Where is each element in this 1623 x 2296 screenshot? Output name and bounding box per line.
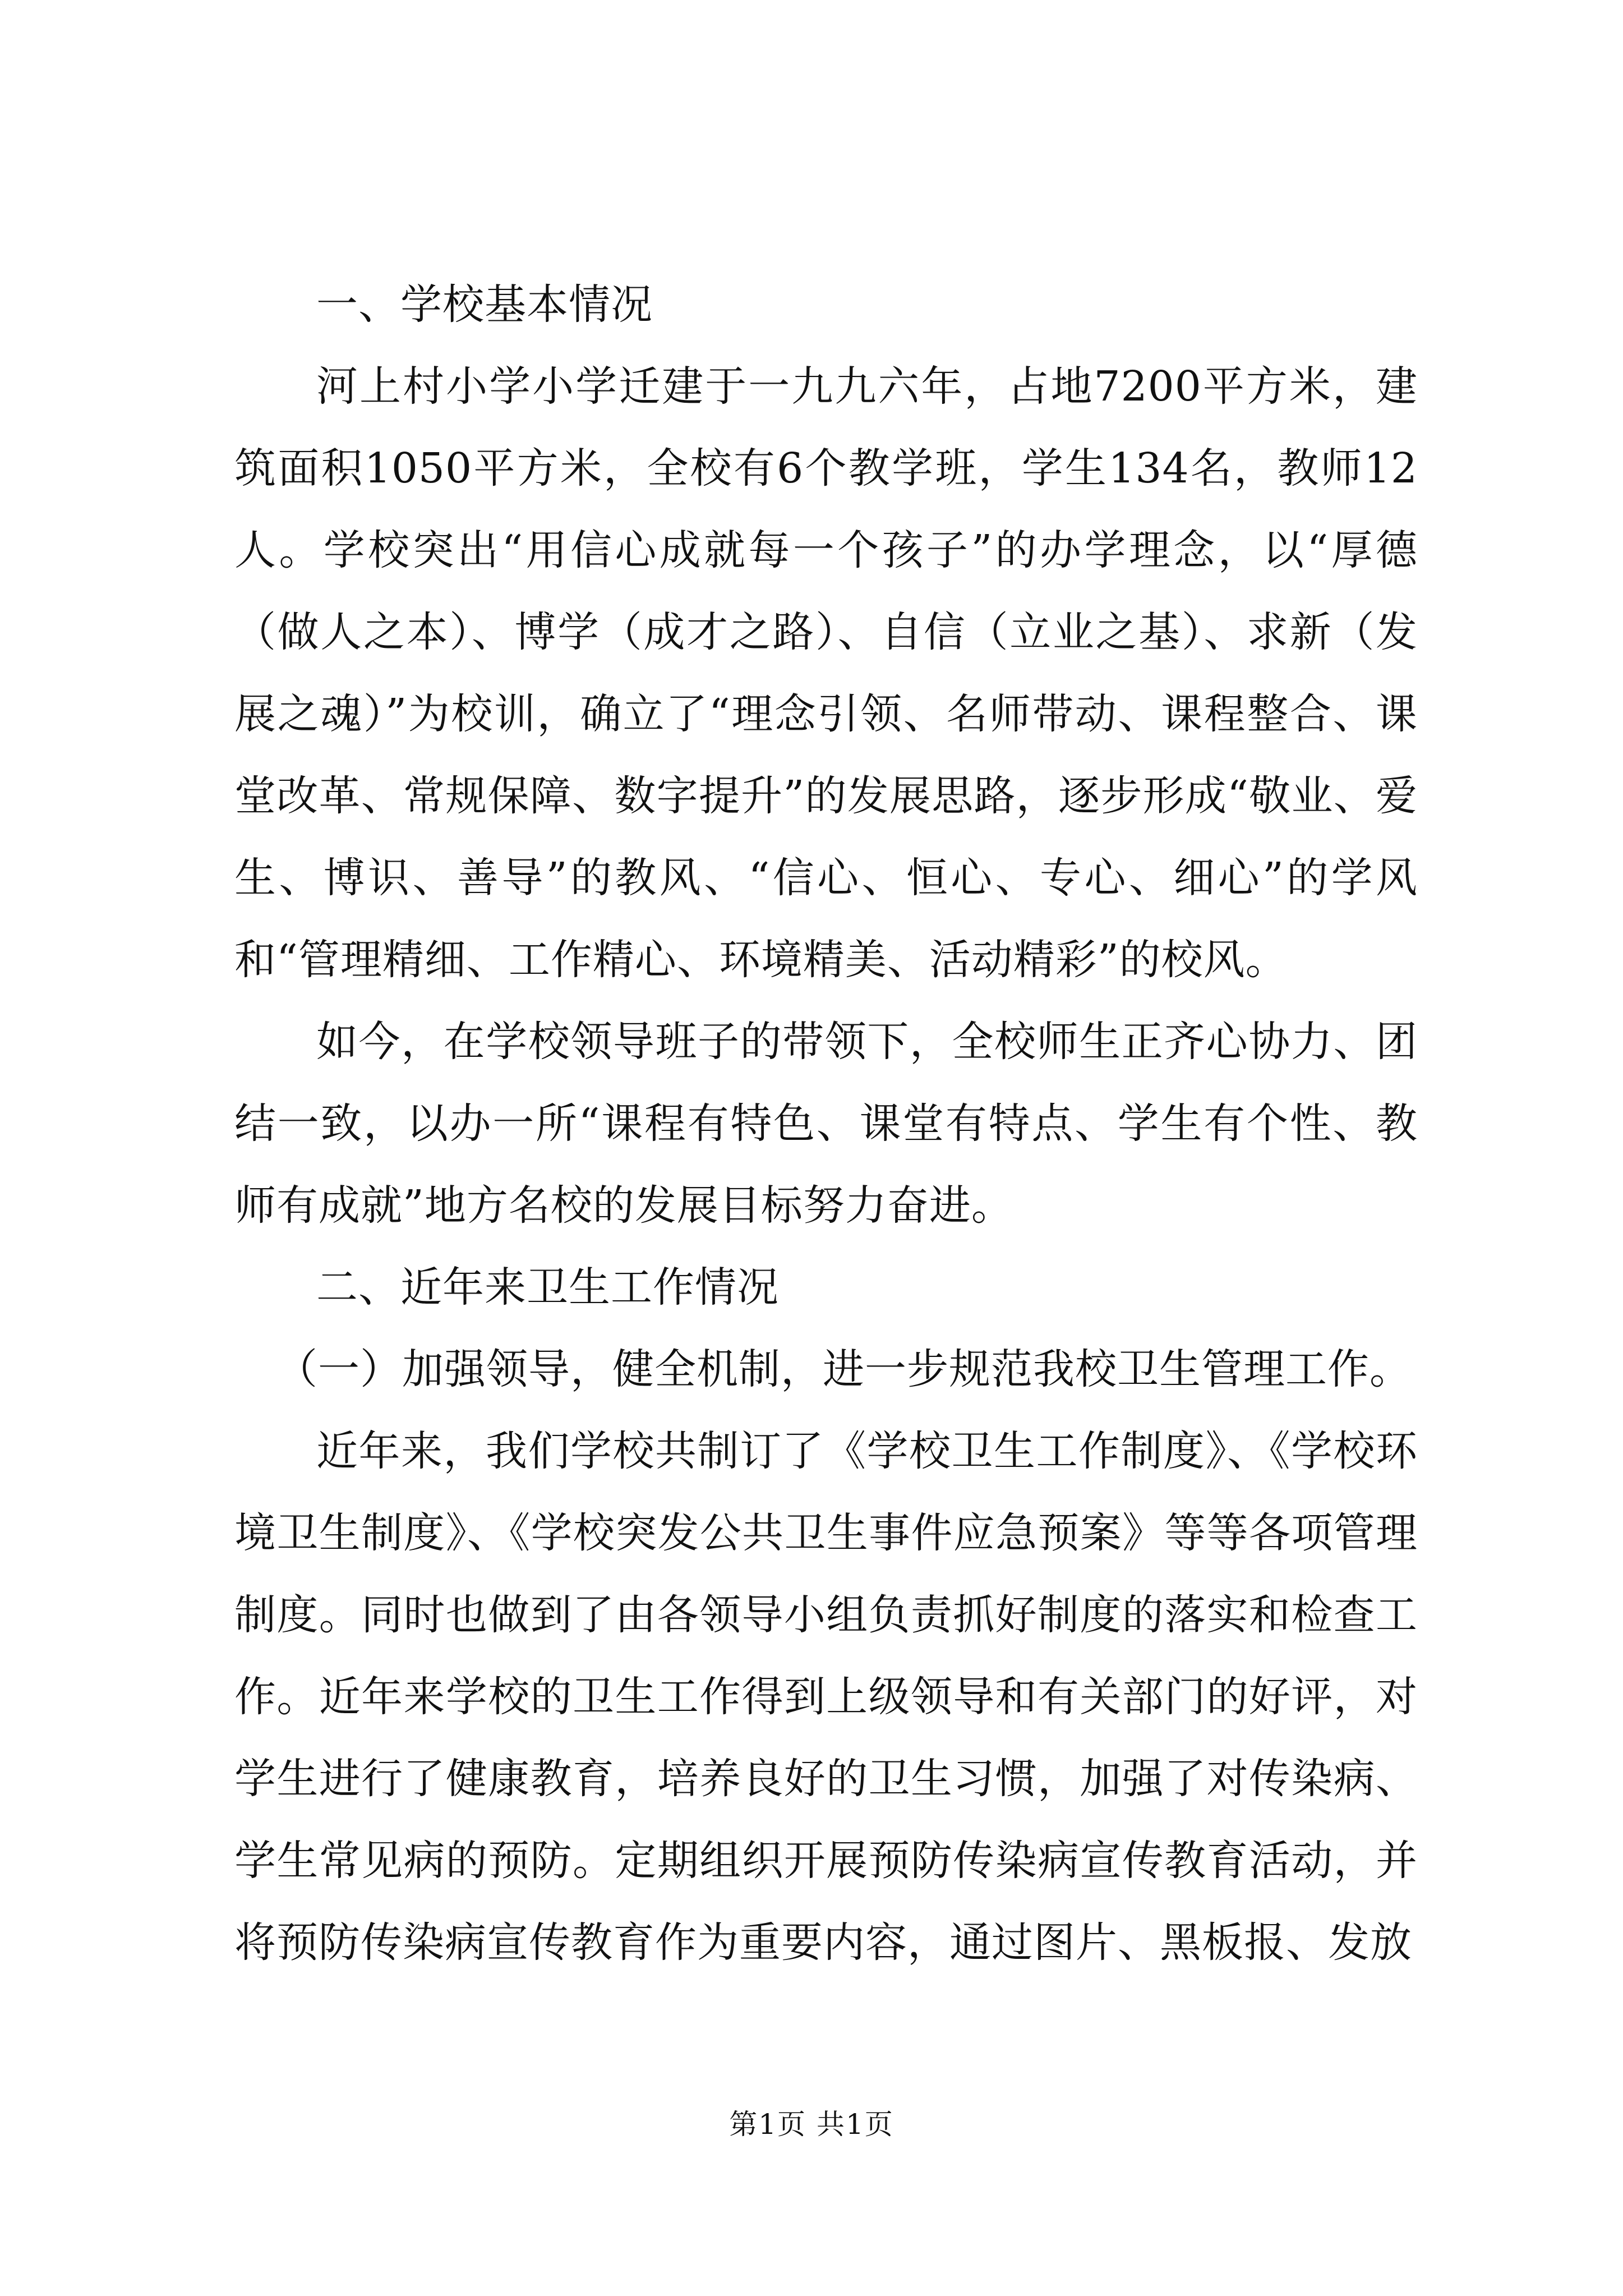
- page-footer: 第1页 共1页: [729, 2108, 894, 2141]
- paragraph-school-goal: 如今，在学校领导班子的带领下，全校师生正齐心协力、团结一致，以办一所“课程有特色、课堂有特点、学生有个性、教师有成就”地方名校的发展目标努力奋进。: [234, 1018, 1418, 1230]
- paragraph-hygiene-regulations: 近年来，我们学校共制订了《学校卫生工作制度》、《学校环境卫生制度》、《学校突发公共卫生事件应急预案》等等各项管理制度。同时也做到了由各领导小组负责抓好制度的落实和检查工作。近年来学校的卫生工作得到上级领导和有关部门的好评，对学生进行了健康教育，培养良好的卫生习惯，加强了对传染病、学生常见病的预防。定期组织开展预防传染病宣传教育活动，并将预防传染病宣传教育作为重要内容，通过图片、黑板报、发放: [234, 1427, 1418, 1967]
- document-body: [234, 264, 1418, 1984]
- section-heading-basic-info: 一、学校基本情况: [316, 280, 653, 329]
- subsection-heading-leadership: （一）加强领导，健全机制，进一步规范我校卫生管理工作。: [276, 1345, 1412, 1393]
- paragraph-school-overview: 河上村小学小学迁建于一九九六年，占地7200平方米，建筑面积1050平方米，全校有6个教学班，学生134名，教师12人。学校突出“用信心成就每一个孩子”的办学理念，以“厚德（做人之本）、博学（成才之路）、自信（立业之基）、求新（发展之魂）”为校训，确立了“理念引领、名师带动、课程整合、课堂改革、常规保障、数字提升”的发展思路，逐步形成“敬业、爱生、博识、善导”的教风、“信心、恒心、专心、细心”的学风和“管理精细、工作精心、环境精美、活动精彩”的校风。: [234, 362, 1418, 984]
- section-heading-hygiene-work: 二、近年来卫生工作情况: [316, 1263, 779, 1312]
